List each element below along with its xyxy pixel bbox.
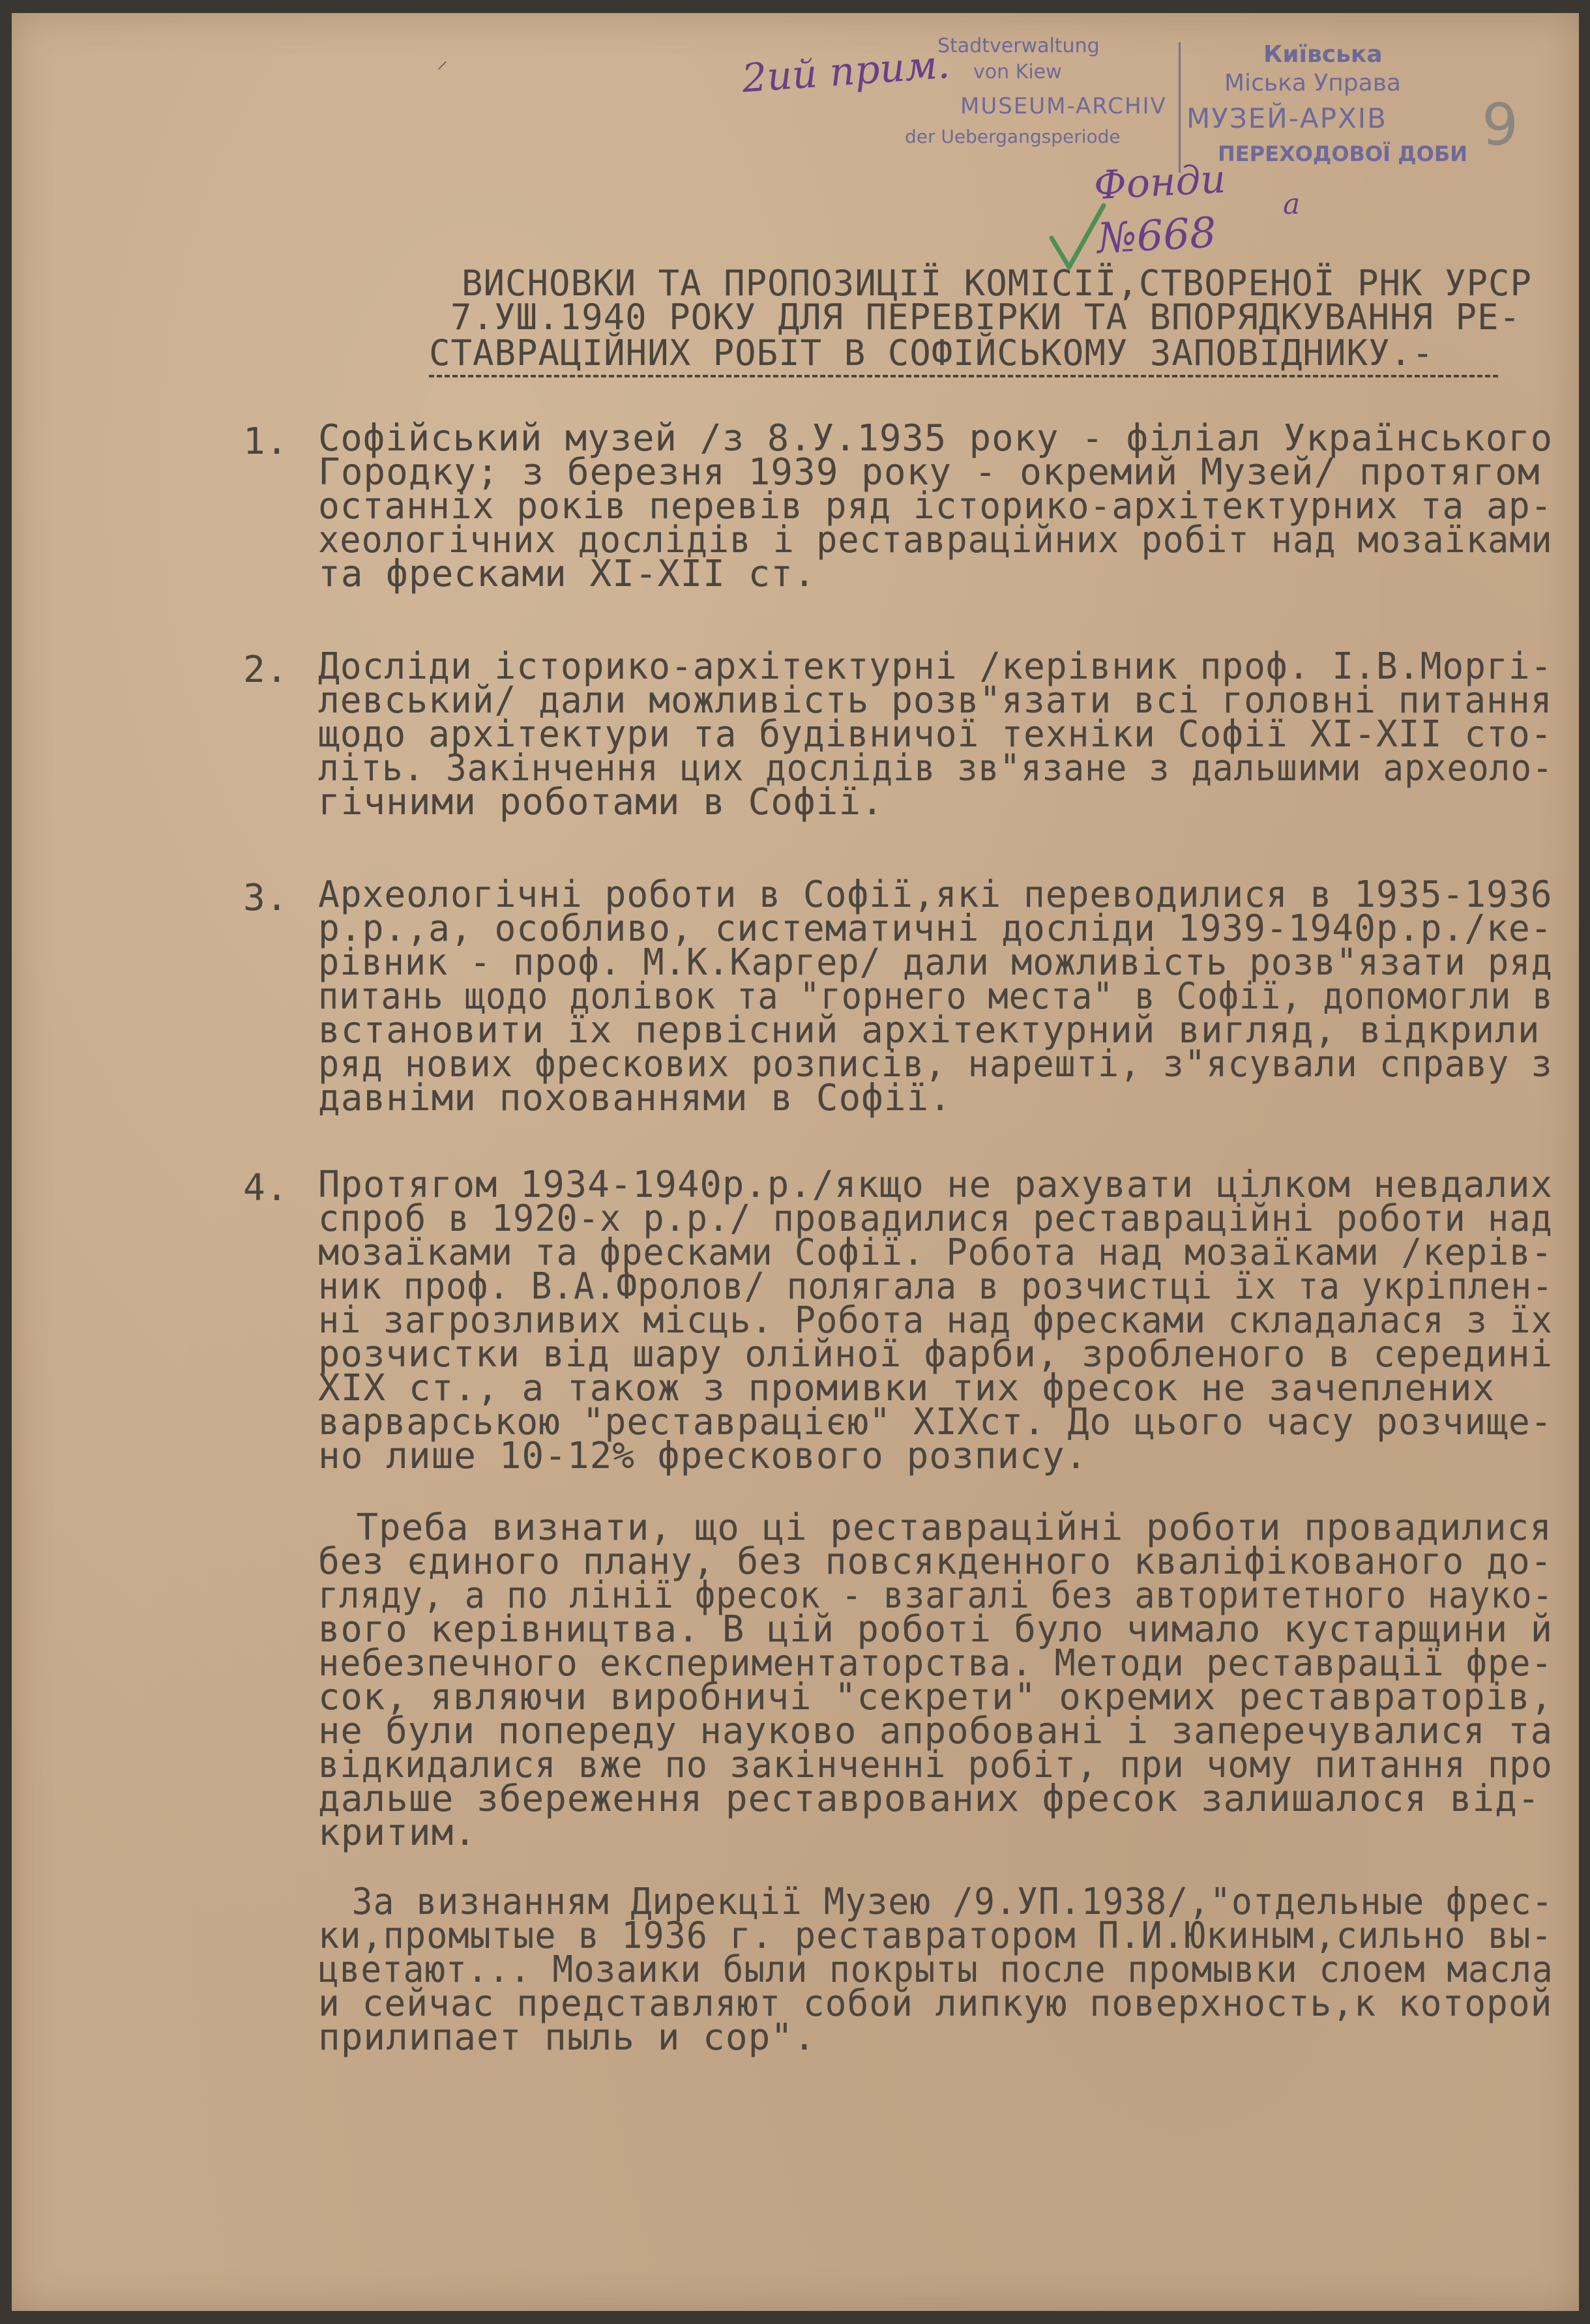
paragraph-5-line: критим. — [318, 1812, 477, 1854]
paragraph-3-line: Археологічні роботи в Софії,які переводилися в 1935-1936 — [318, 874, 1553, 916]
stamp-de-line3: MUSEUM-ARCHIV — [960, 93, 1167, 119]
paragraph-4-line: ні загрозливих місць. Робота над фресками складалася з їх — [318, 1299, 1553, 1342]
paragraph-4-line: XIX ст., а також з промивки тих фресок не зачеплених — [318, 1367, 1495, 1409]
stamp-ua-line3: МУЗЕЙ-АРХІВ — [1186, 102, 1387, 134]
paragraph-1-line: хеологічних дослідів і реставраційних робіт над мозаїками — [318, 519, 1553, 561]
fond-number: №668 — [1096, 209, 1218, 263]
paragraph-5-line: відкидалися вже по закінченні робіт, при чому питання про — [318, 1744, 1553, 1786]
paragraph-6-line: цветают... Мозаики были покрыты после промывки слоем масла — [318, 1949, 1553, 1991]
title-line-3: СТАВРАЦІЙНИХ РОБІТ В СОФІЙСЬКОМУ ЗАПОВІДНИКУ.- — [429, 332, 1434, 374]
paragraph-5-line: без єдиного плану, без повсякденного кваліфікованого до- — [318, 1540, 1553, 1583]
stamp-ua-line2: Міська Управа — [1224, 70, 1401, 96]
paragraph-3-line: питань щодо долівок та "горнего места" в Софії, допомогли в — [318, 975, 1553, 1018]
paragraph-5-line: вого керівництва. В цій роботі було чимало кустарщини й — [318, 1608, 1553, 1651]
paragraph-3-line: встановити їх первісний архітектурний вигляд, відкрили — [318, 1009, 1540, 1052]
title-line-2: 7.УШ.1940 РОКУ ДЛЯ ПЕРЕВІРКИ ТА ВПОРЯДКУВАННЯ РЕ- — [450, 297, 1522, 338]
paragraph-2-line: літь. Закінчення цих дослідів зв"язане з дальшими археоло- — [318, 747, 1553, 789]
paragraph-1-line: Софійський музей /з 8.У.1935 року - філіал Українського — [318, 417, 1553, 460]
paragraph-2-line: левський/ дали можливість розв"язати всі головні питання — [318, 679, 1553, 722]
stamp-de-line4: der Uebergangsperiode — [905, 126, 1121, 147]
paragraph-1-line: останніх років перевів ряд історико-архітектурних та ар- — [318, 485, 1553, 527]
paragraph-5-line: сок, являючи виробничі "секрети" окремих реставраторів, — [318, 1676, 1553, 1718]
paragraph-4-number: 4. — [243, 1167, 289, 1209]
stamp-de-line1: Stadtverwaltung — [937, 35, 1100, 57]
paragraph-2-line: щодо архітектури та будівничої техніки Софії XI-XII сто- — [318, 713, 1553, 756]
paragraph-4-line: Протягом 1934-1940р.р./якщо не рахувати цілком невдалих — [318, 1164, 1553, 1206]
page-number: 9 — [1482, 91, 1518, 158]
paragraph-6-line: и сейчас представляют собой липкую поверхность,к которой — [318, 1982, 1553, 2025]
paragraph-4-line: но лише 10-12% фрескового розпису. — [318, 1435, 1088, 1477]
paragraph-5-line: дальше збереження реставрованих фресок залишалося від- — [318, 1778, 1540, 1820]
paragraph-4-line: розчистки від шару олійної фарби, зробленого в середині — [318, 1333, 1553, 1375]
paragraph-6-line: прилипает пыль и сор". — [318, 2016, 816, 2059]
punch-mark-icon: ⸝ — [437, 48, 448, 74]
paragraph-5-line: не були попереду науково апробовані і заперечувалися та — [318, 1710, 1553, 1752]
paragraph-4-line: спроб в 1920-х р.р./ провадилися реставраційні роботи над — [318, 1198, 1553, 1240]
paragraph-3-line: давніми похованнями в Софії. — [318, 1077, 952, 1119]
paragraph-3-line: ряд нових фрескових розписів, нарешті, з"ясували справу з — [318, 1043, 1553, 1085]
paragraph-2-number: 2. — [243, 649, 289, 691]
stamp-ua-line1: Київська — [1263, 41, 1383, 68]
title-line-1: ВИСНОВКИ ТА ПРОПОЗИЦІЇ КОМІСІЇ,СТВОРЕНОЇ РНК УРСР — [462, 263, 1533, 304]
paragraph-4-line: мозаїками та фресками Софії. Робота над мозаїками /керів- — [318, 1231, 1553, 1274]
paragraph-2-line: гічними роботами в Софії. — [318, 781, 884, 823]
paragraph-6-line: ки,промытые в 1936 г. реставратором П.И.Юкиным,сильно вы- — [318, 1915, 1553, 1957]
stamp-divider — [1179, 42, 1181, 173]
fond-label: Фонди — [1093, 156, 1227, 209]
paragraph-5-line: небезпечного експериментаторства. Методи реставрації фре- — [318, 1642, 1553, 1684]
paragraph-1-line: та фресками XI-XII ст. — [318, 553, 816, 595]
paragraph-5-line: гляду, а по лінії фресок - взагалі без авторитетного науко- — [318, 1574, 1553, 1617]
copy-note: 2ий прим. — [740, 41, 952, 102]
paragraph-3-line: рівник - проф. М.К.Каргер/ дали можливість розв"язати ряд — [318, 941, 1553, 984]
paragraph-5-line: Треба визнати, що ці реставраційні роботи провадилися — [266, 1507, 1552, 1549]
stamp-de-line2: von Kiew — [973, 61, 1062, 83]
paragraph-6-line: За визнанням Дирекції Музею /9.УП.1938/,"отдельные фрес- — [266, 1881, 1553, 1923]
paragraph-1-line: Городку; з березня 1939 року - окремий Музей/ протягом — [318, 451, 1540, 493]
paragraph-1-number: 1. — [243, 420, 289, 463]
paragraph-3-number: 3. — [243, 877, 289, 919]
title-underline — [429, 375, 1498, 380]
paragraph-4-line: ник проф. В.А.Фролов/ полягала в розчистці їх та укріплен- — [318, 1265, 1553, 1308]
stamp-ua-line4: ПЕРЕХОДОВОЇ ДОБИ — [1218, 141, 1468, 166]
paragraph-3-line: р.р.,а, особливо, систематичні досліди 1939-1940р.р./ке- — [318, 907, 1553, 950]
archive-stamp — [885, 29, 1468, 179]
paragraph-4-line: варварською "реставрацією" XIXст. До цього часу розчище- — [318, 1401, 1553, 1443]
paragraph-2-line: Досліди історико-архітектурні /керівник проф. І.В.Моргі- — [318, 645, 1553, 688]
document-page — [12, 13, 1579, 2311]
fond-suffix: а — [1283, 188, 1301, 221]
